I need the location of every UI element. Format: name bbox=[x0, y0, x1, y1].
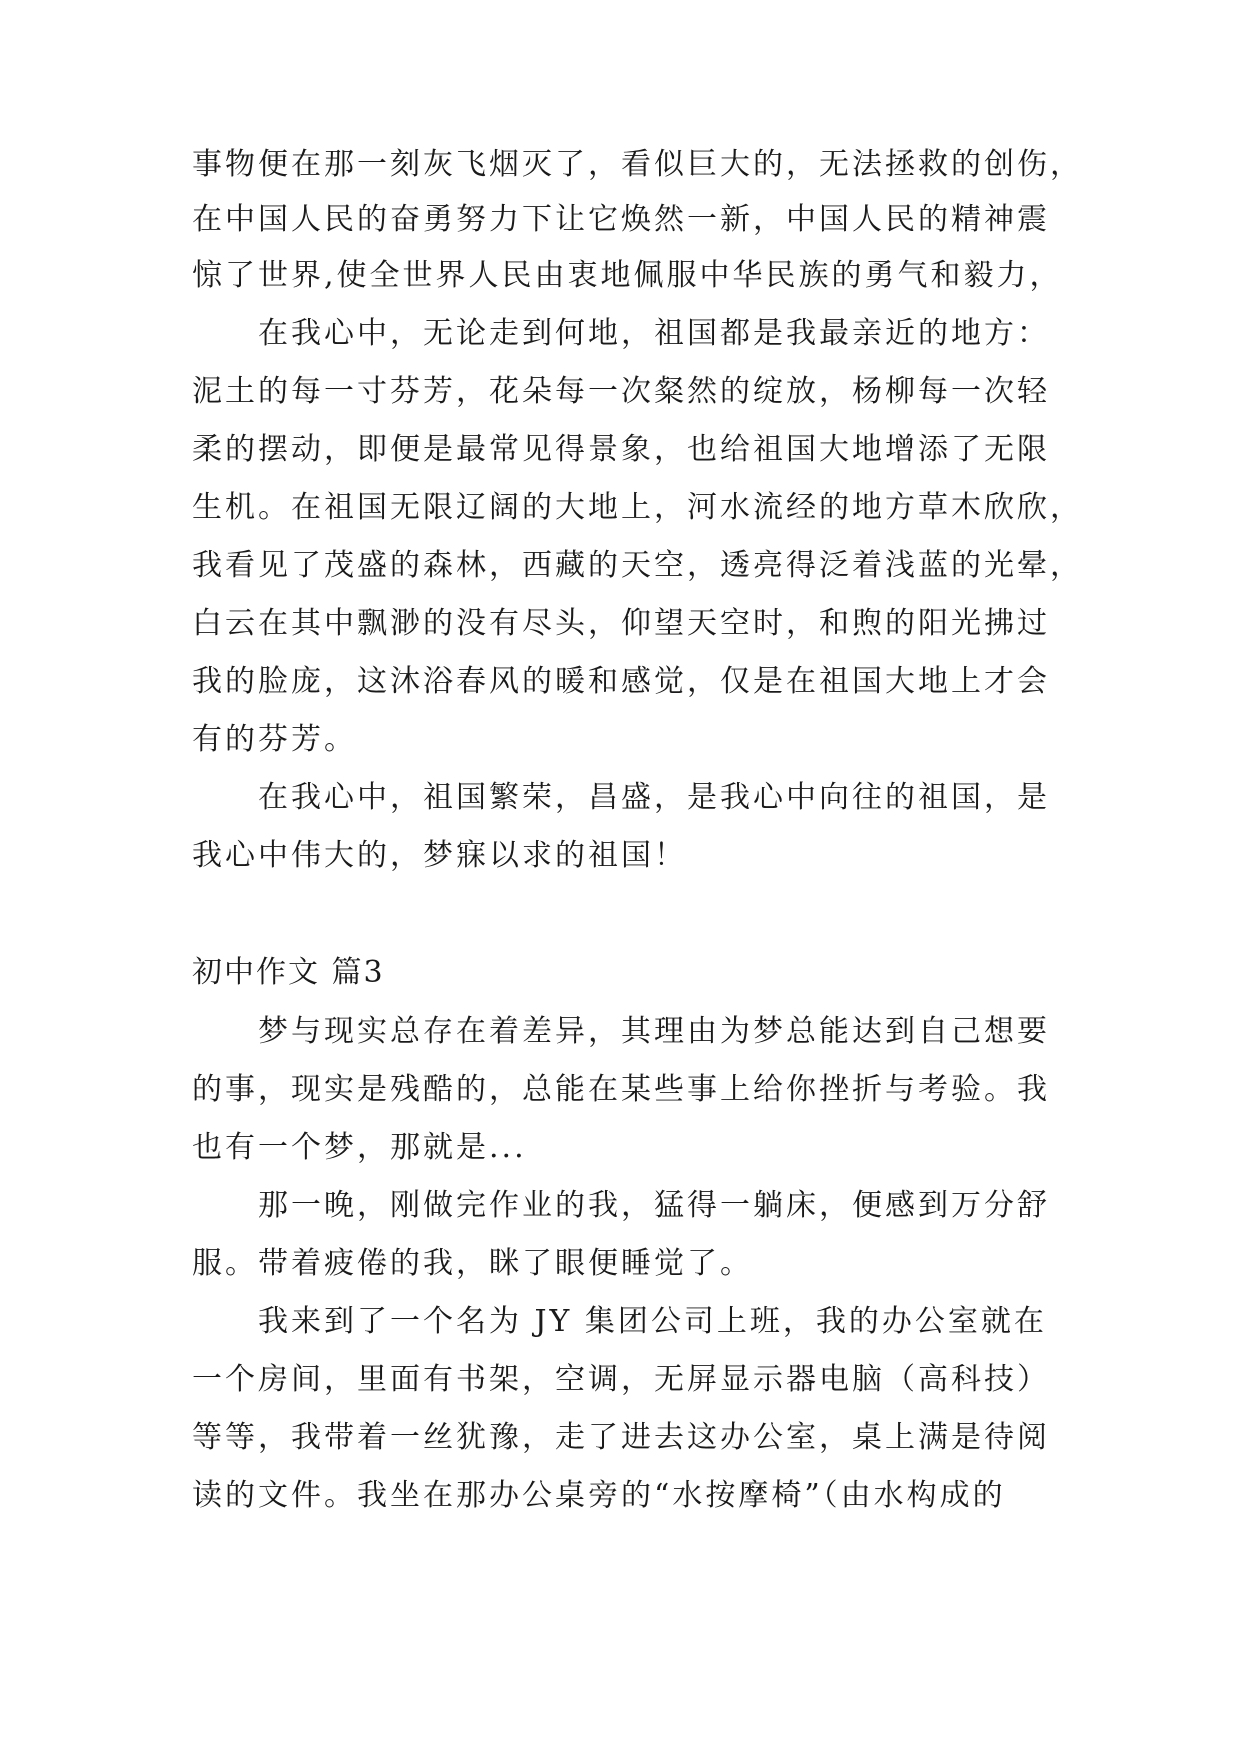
text-line: 一个房间，里面有书架，空调，无屏显示器电脑（高科技） bbox=[192, 1362, 1050, 1397]
text-line: 泥土的每一寸芬芳，花朵每一次粲然的绽放，杨柳每一次轻 bbox=[192, 374, 1050, 409]
text-line: 惊了世界,使全世界人民由衷地佩服中华民族的勇气和毅力， bbox=[192, 258, 1063, 293]
text-line: 事物便在那一刻灰飞烟灭了，看似巨大的，无法拯救的创伤， bbox=[192, 147, 1083, 182]
text-line: 的事，现实是残酷的，总能在某些事上给你挫折与考验。我 bbox=[192, 1072, 1050, 1107]
text-line: 读的文件。我坐在那办公桌旁的“水按摩椅”（由水构成的 bbox=[192, 1478, 1006, 1513]
text-line: 也有一个梦，那就是... bbox=[192, 1130, 527, 1165]
text-line: 在中国人民的奋勇努力下让它焕然一新，中国人民的精神震 bbox=[192, 202, 1050, 237]
text-line: 我的脸庞，这沐浴春风的暖和感觉，仅是在祖国大地上才会 bbox=[192, 664, 1050, 699]
paragraph-first-line: 那一晚，刚做完作业的我，猛得一躺床，便感到万分舒 bbox=[258, 1188, 1050, 1223]
paragraph-first-line: 我来到了一个名为 JY 集团公司上班，我的办公室就在 bbox=[258, 1304, 1047, 1339]
section-heading: 初中作文 篇3 bbox=[192, 955, 385, 990]
text-line: 等等，我带着一丝犹豫，走了进去这办公室，桌上满是待阅 bbox=[192, 1420, 1050, 1455]
text-line: 有的芬芳。 bbox=[192, 722, 357, 757]
paragraph-first-line: 在我心中，祖国繁荣，昌盛，是我心中向往的祖国，是 bbox=[258, 780, 1050, 815]
text-line: 服。带着疲倦的我，眯了眼便睡觉了。 bbox=[192, 1246, 753, 1281]
text-line: 生机。在祖国无限辽阔的大地上，河水流经的地方草木欣欣， bbox=[192, 490, 1083, 525]
paragraph-first-line: 梦与现实总存在着差异，其理由为梦总能达到自己想要 bbox=[258, 1014, 1050, 1049]
text-line: 我心中伟大的，梦寐以求的祖国！ bbox=[192, 838, 687, 873]
text-line: 我看见了茂盛的森林，西藏的天空，透亮得泛着浅蓝的光晕， bbox=[192, 548, 1083, 583]
text-line: 柔的摆动，即便是最常见得景象，也给祖国大地增添了无限 bbox=[192, 432, 1050, 467]
paragraph-first-line: 在我心中，无论走到何地，祖国都是我最亲近的地方： bbox=[258, 316, 1050, 351]
text-line: 白云在其中飘渺的没有尽头，仰望天空时，和煦的阳光拂过 bbox=[192, 606, 1050, 641]
